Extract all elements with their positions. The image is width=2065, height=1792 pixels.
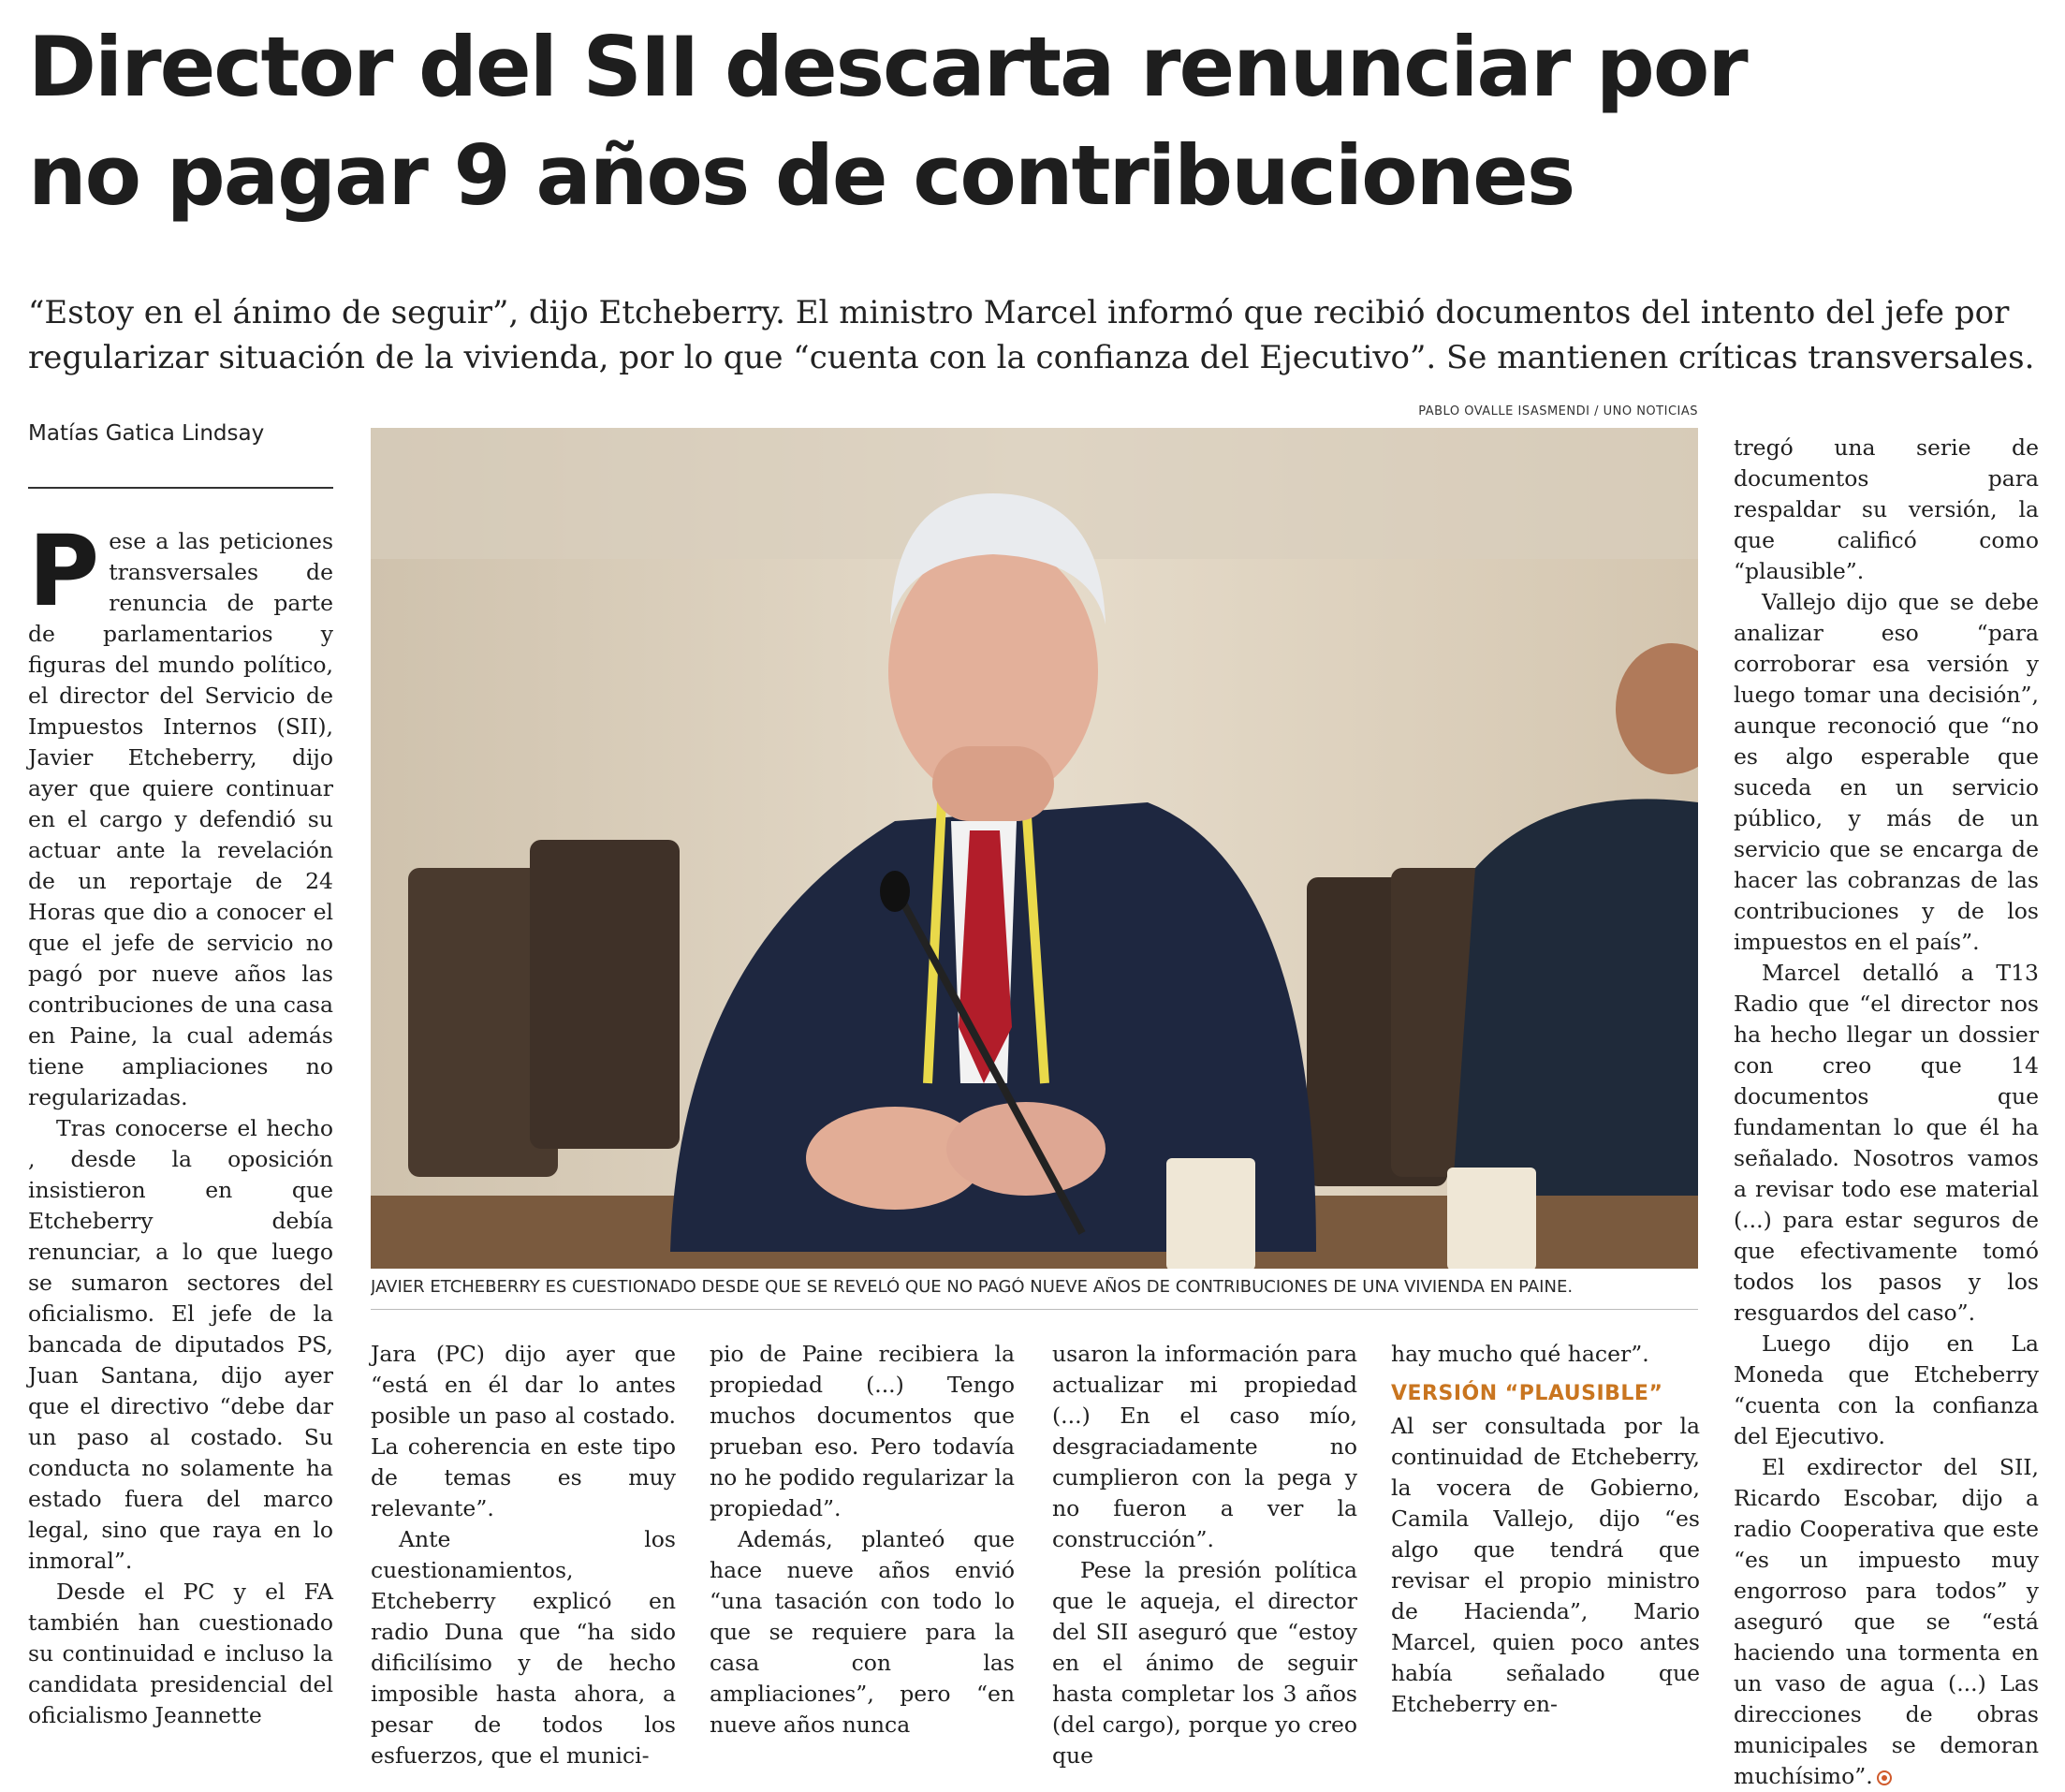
section-subhead: VERSIÓN “PLAUSIBLE” (1391, 1382, 1663, 1405)
headline-line-2: no pagar 9 años de contribuciones (28, 127, 1574, 224)
article-column-3 (710, 1339, 1015, 1741)
paragraph: Tras conocerse el hecho , desde la oposición insistieron en que Etcheberry debía renunciar, a lo que luego se sumaron sectores del oficialismo. El jefe de la bancada de diputados PS, Juan Santana, dijo ayer que el directivo “debe dar un paso al costado. Su conducta no solamente ha estado fuera del marco legal, sino que raya en lo inmoral”. (28, 1115, 333, 1574)
photo-caption: JAVIER ETCHEBERRY ES CUESTIONADO DESDE QUE SE REVELÓ QUE NO PAGÓ NUEVE AÑOS DE CONTRIBUCIONES DE UNA VIVIENDA EN PAINE. (371, 1277, 1698, 1310)
paragraph: Desde el PC y el FA también han cuestionado su continuidad e incluso la candidata presidencial del oficialismo Jeannette (28, 1579, 333, 1728)
headline-line-1: Director del SII descarta renunciar por (28, 19, 1747, 115)
paragraph: Marcel detalló a T13 Radio que “el director nos ha hecho llegar un dossier con creo que 14 documentos que fundamentan lo que él ha señalado. Nosotros vamos a revisar todo ese material (...) para estar seguros de que efectivamente tomó todos los pasos y los resguardos del caso”. (1734, 960, 2039, 1326)
byline-divider (28, 487, 333, 489)
paragraph-text: ese a las peticiones transversales de renuncia de parte de parlamentarios y figuras del mundo político, el director del Servicio de Impuestos Internos (SII), Javier Etcheberry, dijo ayer que quiere continuar en el cargo y defendió su actuar ante la revelación de un reportaje de 24 Horas que dio a conocer el que el jefe de servicio no pagó por nueve años las contribuciones de una casa en Paine, la cual además tiene ampliaciones no regularizadas. (28, 528, 333, 1110)
paragraph (28, 514, 333, 1113)
drop-cap: P (28, 514, 100, 628)
end-mark-icon (1877, 1770, 1892, 1785)
paragraph: Luego dijo en La Moneda que Etcheberry “cuenta con la confianza del Ejecutivo. (1734, 1330, 2039, 1449)
paragraph: tregó una serie de documentos para respaldar su versión, la que calificó como “plausible”. (1734, 434, 2039, 584)
paragraph (1734, 1452, 2039, 1792)
paragraph: Jara (PC) dijo ayer que “está en él dar lo antes posible un paso al costado. La coherencia en este tipo de temas es muy relevante”. (371, 1341, 676, 1521)
article-column-4 (1052, 1339, 1357, 1771)
paragraph: Pese la presión política que le aqueja, el director del SII aseguró que “estoy en el ánimo de seguir hasta completar los 3 años (del cargo), porque yo creo que (1052, 1557, 1357, 1769)
paragraph: Además, planteó que hace nueve años envió “una tasación con todo lo que se requiere para la casa con las ampliaciones”, pero “en nueve años nunca (710, 1526, 1015, 1738)
paragraph: usaron la información para actualizar mi propiedad (...) En el caso mío, desgraciadamente no cumplieron con la pega y no fueron a ver la construcción”. (1052, 1341, 1357, 1552)
paragraph: Ante los cuestionamientos, Etcheberry explicó en radio Duna que “ha sido dificilísimo y de hecho imposible hasta ahora, a pesar de todos los esfuerzos, que el munici- (371, 1526, 676, 1769)
paragraph: hay mucho qué hacer”. (1391, 1341, 1649, 1367)
paragraph: pio de Paine recibiera la propiedad (...) Tengo muchos documentos que prueban eso. Pero todavía no he podido regularizar la propiedad”. (710, 1341, 1015, 1521)
article-column-1 (28, 514, 333, 1731)
article-column-6 (1734, 433, 2039, 1792)
photo-illustration (371, 428, 1698, 1269)
deck-line-2: regularizar situación de la vivienda, por lo que “cuenta con la confianza del Ejecutivo”. Se mantienen críticas transversales. (28, 339, 2035, 376)
article-column-2 (371, 1339, 676, 1771)
news-photo (371, 428, 1698, 1269)
deck-line-1: “Estoy en el ánimo de seguir”, dijo Etcheberry. El ministro Marcel informó que recibió documentos del intento del jefe por (28, 294, 2010, 331)
article-column-5 (1391, 1339, 1700, 1720)
paragraph: Vallejo dijo que se debe analizar eso “para corroborar esa versión y luego tomar una decisión”, aunque reconoció que “no es algo esperable que suceda en un servicio público, y más de un servicio que se encarga de hacer las cobranzas de las contribuciones y de los impuestos en el país”. (1734, 589, 2039, 955)
paragraph-text: El exdirector del SII, Ricardo Escobar, dijo a radio Cooperativa que este “es un impuesto muy engorroso para todos” y aseguró que se “está haciendo una tormenta en un vaso de agua (...) Las direcciones de obras municipales se demoran muchísimo”. (1734, 1454, 2039, 1789)
photo-credit: PABLO OVALLE ISASMENDI / UNO NOTICIAS (1418, 404, 1698, 419)
headline (28, 13, 2041, 230)
paragraph: Al ser consultada por la continuidad de Etcheberry, la vocera de Gobierno, Camila Vallejo, dijo “es algo que tendrá que revisar el propio ministro de Hacienda”, Mario Marcel, quien poco antes había señalado que Etcheberry en- (1391, 1413, 1700, 1717)
deck (28, 290, 2041, 380)
byline: Matías Gatica Lindsay (28, 421, 265, 446)
